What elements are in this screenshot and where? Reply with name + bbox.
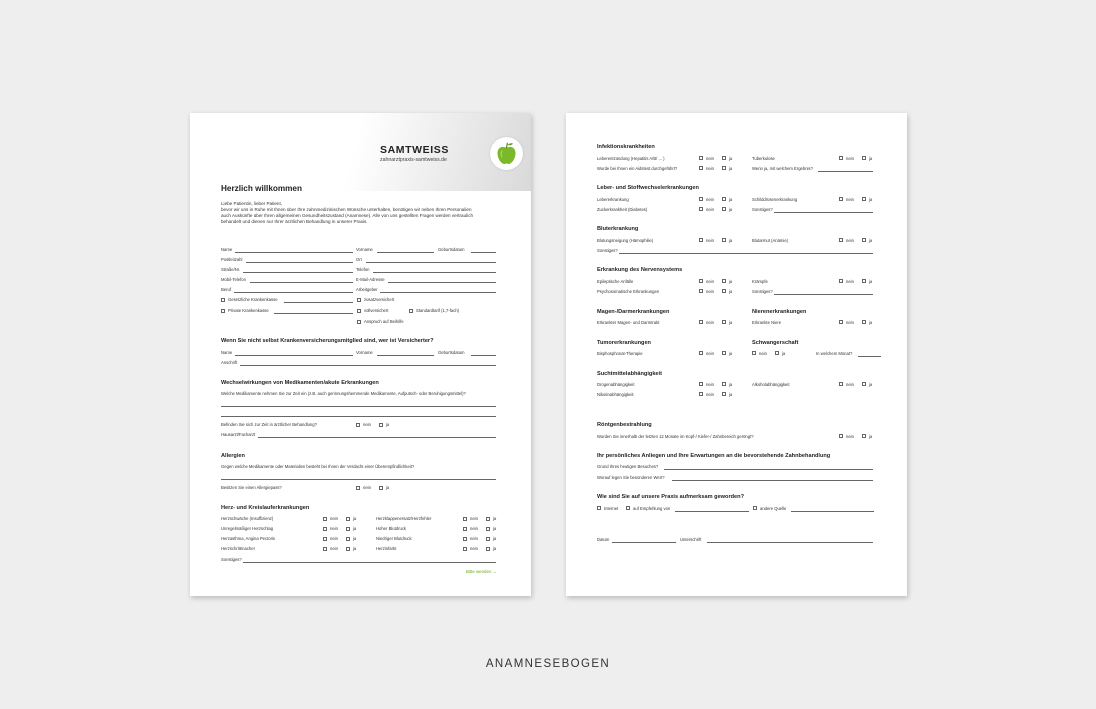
field-value[interactable]	[672, 480, 873, 481]
checkbox-alcohol-nein[interactable]	[839, 382, 843, 386]
checkbox-heart-r2-nein[interactable]	[463, 537, 467, 541]
label-vorname: Vorname	[356, 247, 373, 252]
apple-icon	[490, 137, 523, 170]
label-nein: nein	[846, 434, 854, 439]
label-ja: ja	[869, 238, 873, 243]
section-infection-title: Infektionskrankheiten	[597, 144, 655, 150]
label-doctor: Hausarzt/Facharzt	[221, 432, 256, 437]
label-ort: Ort	[356, 257, 362, 262]
field-signature[interactable]	[707, 542, 873, 543]
checkbox-epilepsy-ja[interactable]	[722, 279, 726, 283]
field-postleitzahl[interactable]	[246, 262, 353, 263]
label-nein: nein	[470, 546, 478, 551]
mockup-caption: ANAMNESEBOGEN	[485, 658, 611, 670]
label-privat: Private Krankenkasse	[228, 308, 269, 313]
label-nein: nein	[759, 351, 767, 356]
label-thyroid: Schilddrüsenerkrankung	[752, 197, 798, 202]
checkbox-tbc-nein[interactable]	[839, 156, 843, 160]
field-mobil[interactable]	[250, 282, 353, 283]
heart-right-2: Niedriger Blutdruck	[376, 536, 412, 541]
checkbox-heart-l1-ja[interactable]	[346, 527, 350, 531]
checkbox-drugs-ja[interactable]	[722, 382, 726, 386]
label-ja: ja	[729, 351, 733, 356]
checkbox-other-source[interactable]	[753, 506, 757, 510]
label-ja: ja	[869, 434, 873, 439]
checkbox-heart-r2-ja[interactable]	[486, 537, 490, 541]
label-signature: Unterschrift	[680, 537, 702, 542]
section-kidney-title: Nierenerkrankungen	[752, 309, 807, 315]
label-kidney: Erkrankte Niere	[752, 320, 782, 325]
section-metabolic-title: Leber- und Stoffwechselerkrankungen	[597, 185, 699, 191]
label-ja: ja	[353, 536, 357, 541]
label-nein: nein	[706, 207, 714, 212]
label-tbc: Tuberkulose	[752, 156, 775, 161]
checkbox-heart-r3-ja[interactable]	[486, 547, 490, 551]
checkbox-recommend[interactable]	[626, 506, 630, 510]
checkbox-anemia-ja[interactable]	[862, 238, 866, 242]
label-ja: ja	[353, 516, 357, 521]
field-doctor[interactable]	[258, 437, 496, 438]
label-anspruch: Anspruch auf Beihilfe	[364, 319, 404, 324]
checkbox-liver-nein[interactable]	[699, 197, 703, 201]
field-metabolic-other[interactable]	[774, 212, 873, 213]
brand-name: SAMTWEISS	[380, 144, 449, 156]
heart-left-2: Herzasthma, Angina Pectoris	[221, 536, 275, 541]
meds-question: Welche Medikamente nehmen Sie zur Zeit ein (z.B. auch gerinnungshemmende Medikamente, Aufputsch- oder Beruhigungsmittel)?	[221, 391, 466, 396]
checkbox-heart-l3-nein[interactable]	[323, 547, 327, 551]
checkbox-tumor-ja[interactable]	[722, 351, 726, 355]
label-nein: nein	[330, 526, 338, 531]
label-nerve-other: Sonstiges?	[752, 289, 773, 294]
checkbox-pregnancy-ja[interactable]	[775, 351, 779, 355]
field-privat[interactable]	[274, 313, 353, 314]
label-heart-other: Sonstiges?	[221, 557, 242, 562]
field-vorname[interactable]	[377, 252, 434, 253]
label-nein: nein	[330, 516, 338, 521]
field-ins-anschrift[interactable]	[240, 365, 496, 366]
label-ja: ja	[729, 166, 733, 171]
checkbox-hep-nein[interactable]	[699, 156, 703, 160]
checkbox-heart-l2-nein[interactable]	[323, 537, 327, 541]
checkbox-kidney-ja[interactable]	[862, 320, 866, 324]
section-nerve-title: Erkrankung des Nervensystems	[597, 267, 683, 273]
checkbox-cramps-nein[interactable]	[839, 279, 843, 283]
label-stomach: Erkrankter Magen- und Darmtrakt	[597, 320, 660, 325]
checkbox-heart-r0-ja[interactable]	[486, 517, 490, 521]
label-nein: nein	[706, 238, 714, 243]
label-diabetes: Zuckerkrankheit (Diabetes)	[597, 207, 648, 212]
label-allergy-pass: Besitzen Sie einen Allergiepass?	[221, 485, 282, 490]
label-ja: ja	[353, 546, 357, 551]
label-nein: nein	[706, 156, 714, 161]
label-reason: Grund Ihres heutigen Besuches?	[597, 464, 659, 469]
checkbox-xray-nein[interactable]	[839, 434, 843, 438]
label-allergy-nein: nein	[363, 485, 371, 490]
label-nein: nein	[846, 320, 854, 325]
label-value: Worauf legen Sie besonderen Wert?	[597, 475, 665, 480]
label-aids: Wurde bei Ihnen ein Aidstest durchgeführt?	[597, 166, 678, 171]
label-bleeding: Blutungsneigung (Hämophilie)	[597, 238, 654, 243]
label-ja: ja	[729, 156, 733, 161]
checkbox-diabetes-nein[interactable]	[699, 207, 703, 211]
field-allergy[interactable]	[221, 479, 496, 480]
checkbox-kidney-nein[interactable]	[839, 320, 843, 324]
checkbox-tbc-ja[interactable]	[862, 156, 866, 160]
label-tumor: Bisphosphonat-Therapie	[597, 351, 643, 356]
checkbox-allergy-ja[interactable]	[379, 486, 383, 490]
label-voll: vollversichert	[364, 308, 389, 313]
label-postleitzahl: Postleitzahl	[221, 257, 243, 262]
page-header-gradient	[190, 113, 531, 191]
checkbox-hep-ja[interactable]	[722, 156, 726, 160]
brand-url: zahnarztpraxis-samtweiss.de	[380, 157, 447, 163]
label-date: Datum	[597, 537, 610, 542]
checkbox-xray-ja[interactable]	[862, 434, 866, 438]
checkbox-thyroid-nein[interactable]	[839, 197, 843, 201]
checkbox-gesetzlich[interactable]	[221, 298, 225, 302]
label-ins-vorname: Vorname	[356, 350, 373, 355]
label-ja: ja	[729, 392, 733, 397]
label-ja: ja	[729, 238, 733, 243]
label-pregnancy-month: In welchem Monat?	[816, 351, 853, 356]
field-meds-2[interactable]	[221, 416, 496, 417]
checkbox-privat[interactable]	[221, 309, 225, 313]
label-nein: nein	[846, 382, 854, 387]
label-ja: ja	[729, 197, 733, 202]
continue-note: Bitte wenden →	[466, 569, 497, 574]
page-heading: Herzlich willkommen	[221, 184, 302, 193]
field-result[interactable]	[818, 171, 873, 172]
checkbox-diabetes-ja[interactable]	[722, 207, 726, 211]
checkbox-tumor-nein[interactable]	[699, 351, 703, 355]
field-arbeitgeber[interactable]	[380, 292, 496, 293]
label-ja: ja	[729, 279, 733, 284]
field-gesetzlich[interactable]	[284, 302, 353, 303]
label-strasse: Straße/Nr.	[221, 267, 241, 272]
checkbox-internet[interactable]	[597, 506, 601, 510]
label-ja: ja	[869, 320, 873, 325]
checkbox-treatment-nein[interactable]	[356, 423, 360, 427]
label-nein: nein	[846, 279, 854, 284]
intro-text: Liebe Patientin, lieber Patient, bevor wir uns in Ruhe mit Ihnen über Ihre zahnmedizinischen Wünsche unterhalten, benötigen wir neben Ihren Personalien auch Auskünfte über Ihren allgemeinen Gesundheitszustand (Anamnese). Alle von uns gestellten Fragen werden vertraulich behandelt und dienen nur Ihrer ärztlichen Behandlung in unserer Praxis.	[221, 201, 474, 225]
label-email: E-Mail-Adresse	[356, 277, 385, 282]
label-nein: nein	[846, 238, 854, 243]
field-nerve-other[interactable]	[774, 294, 873, 295]
label-nein: nein	[706, 320, 714, 325]
label-ins-name: Name	[221, 350, 233, 355]
label-ja: ja	[353, 526, 357, 531]
label-nein: nein	[706, 351, 714, 356]
field-strasse[interactable]	[243, 272, 353, 273]
label-ins-geburtsdatum: Geburtsdatum	[438, 350, 465, 355]
checkbox-psycho-nein[interactable]	[699, 289, 703, 293]
label-blood-other: Sonstiges?	[597, 248, 618, 253]
label-treatment-ja: ja	[386, 422, 390, 427]
section-tumor-title: Tumorerkrankungen	[597, 340, 651, 346]
section-insured-title: Wenn Sie nicht selbst Krankenversicherungsmitglied sind, wer ist Versicherter?	[221, 338, 434, 344]
label-geburtsdatum: Geburtsdatum	[438, 247, 465, 252]
checkbox-treatment-ja[interactable]	[379, 423, 383, 427]
heart-right-0: Herzklappenersatz/Herzfehler	[376, 516, 432, 521]
field-date[interactable]	[612, 542, 676, 543]
label-nein: nein	[706, 166, 714, 171]
field-heart-other[interactable]	[243, 562, 496, 563]
label-ja: ja	[869, 197, 873, 202]
checkbox-bleeding-nein[interactable]	[699, 238, 703, 242]
field-name[interactable]	[235, 252, 353, 253]
checkbox-voll[interactable]	[357, 309, 361, 313]
checkbox-heart-l0-ja[interactable]	[346, 517, 350, 521]
checkbox-bleeding-ja[interactable]	[722, 238, 726, 242]
label-allergy-ja: ja	[386, 485, 390, 490]
label-ja: ja	[493, 546, 497, 551]
field-ins-vorname[interactable]	[377, 355, 434, 356]
section-xray-title: Röntgenbestrahlung	[597, 422, 652, 428]
label-epilepsy: Epileptische Anfälle	[597, 279, 634, 284]
checkbox-cramps-ja[interactable]	[862, 279, 866, 283]
label-nein: nein	[706, 197, 714, 202]
field-ins-geburtsdatum[interactable]	[471, 355, 496, 356]
label-nein: nein	[846, 197, 854, 202]
label-ja: ja	[493, 536, 497, 541]
heart-left-1: Unregelmäßiger Herzschlag	[221, 526, 274, 531]
section-pregnancy-title: Schwangerschaft	[752, 340, 799, 346]
checkbox-pregnancy-nein[interactable]	[752, 351, 756, 355]
section-source-title: Wie sind Sie auf unsere Praxis aufmerksam geworden?	[597, 494, 744, 500]
checkbox-aids-ja[interactable]	[722, 166, 726, 170]
section-stomach-title: Magen-/Darmerkrankungen	[597, 309, 670, 315]
label-hepatitis: Leberentzündung (Hepatitis A/B/ ... )	[597, 156, 665, 161]
label-mobil: Mobil-Telefon	[221, 277, 246, 282]
label-ja: ja	[869, 279, 873, 284]
section-blood-title: Bluterkrankung	[597, 226, 639, 232]
label-other-source: andere Quelle	[760, 506, 787, 511]
form-page-2	[566, 113, 907, 596]
label-anemia: Blutarmut (Anämie)	[752, 238, 789, 243]
field-email[interactable]	[388, 282, 496, 283]
label-ja: ja	[869, 382, 873, 387]
field-ort[interactable]	[366, 262, 496, 263]
label-ja: ja	[729, 207, 733, 212]
checkbox-zusatz[interactable]	[357, 298, 361, 302]
label-zusatz: zusatzversichert	[364, 297, 395, 302]
checkbox-heart-r0-nein[interactable]	[463, 517, 467, 521]
section-meds-title: Wechselwirkungen von Medikamenten/akute Erkrankungen	[221, 380, 379, 386]
label-nein: nein	[330, 546, 338, 551]
checkbox-heart-l3-ja[interactable]	[346, 547, 350, 551]
checkbox-drugs-nein[interactable]	[699, 382, 703, 386]
checkbox-liver-ja[interactable]	[722, 197, 726, 201]
label-ja: ja	[782, 351, 786, 356]
checkbox-nicotine-ja[interactable]	[722, 392, 726, 396]
label-arbeitgeber: Arbeitgeber	[356, 287, 378, 292]
field-ins-name[interactable]	[235, 355, 353, 356]
label-ja: ja	[869, 156, 873, 161]
label-treatment: Befinden Sie sich zur Zeit in ärztlicher Behandlung?	[221, 422, 317, 427]
label-standard: Standardtarif (1,7-fach)	[416, 308, 460, 313]
label-ja: ja	[493, 516, 497, 521]
label-liver: Lebererkrankung	[597, 197, 629, 202]
form-page-1	[190, 113, 531, 596]
field-meds-1[interactable]	[221, 406, 496, 407]
section-allergy-title: Allergien	[221, 453, 245, 459]
label-psycho: Psychosomatische Erkrankungen	[597, 289, 660, 294]
checkbox-heart-r3-nein[interactable]	[463, 547, 467, 551]
checkbox-nicotine-nein[interactable]	[699, 392, 703, 396]
field-beruf[interactable]	[234, 292, 353, 293]
heart-right-3: Herzinfarkt	[376, 546, 397, 551]
heart-left-3: Herzschrittmacher	[221, 546, 255, 551]
checkbox-heart-r1-ja[interactable]	[486, 527, 490, 531]
checkbox-epilepsy-nein[interactable]	[699, 279, 703, 283]
heart-right-1: Hoher Blutdruck	[376, 526, 407, 531]
label-nein: nein	[706, 279, 714, 284]
section-heart-title: Herz- und Kreislauferkrankungen	[221, 505, 310, 511]
label-nein: nein	[470, 526, 478, 531]
label-nein: nein	[706, 382, 714, 387]
label-nein: nein	[846, 156, 854, 161]
checkbox-aids-nein[interactable]	[699, 166, 703, 170]
section-addiction-title: Suchtmittelabhängigkeit	[597, 371, 662, 377]
label-name: Name	[221, 247, 233, 252]
label-nein: nein	[706, 392, 714, 397]
field-recommend[interactable]	[675, 511, 749, 512]
section-wishes-title: Ihr persönliches Anliegen und Ihre Erwartungen an die bevorstehende Zahnbehandlung	[597, 453, 831, 459]
checkbox-heart-l0-nein[interactable]	[323, 517, 327, 521]
label-alcohol: Alkoholabhängigkeit	[752, 382, 790, 387]
checkbox-stomach-nein[interactable]	[699, 320, 703, 324]
checkbox-stomach-ja[interactable]	[722, 320, 726, 324]
label-telefon: Telefon	[356, 267, 370, 272]
label-ins-anschrift: Anschrift	[221, 360, 238, 365]
allergy-question: Gegen welche Medikamente oder Materialien besteht bei Ihnen der Verdacht einer Überempfindlichkeit?	[221, 464, 415, 469]
label-ja: ja	[729, 320, 733, 325]
field-telefon[interactable]	[373, 272, 496, 273]
label-nein: nein	[470, 516, 478, 521]
checkbox-heart-r1-nein[interactable]	[463, 527, 467, 531]
label-recommend: auf Empfehlung von	[633, 506, 671, 511]
label-nein: nein	[470, 536, 478, 541]
checkbox-heart-l1-nein[interactable]	[323, 527, 327, 531]
field-reason[interactable]	[664, 469, 873, 470]
checkbox-alcohol-ja[interactable]	[862, 382, 866, 386]
label-drugs: Drogenabhängigkeit	[597, 382, 635, 387]
label-xray: Wurden Sie innerhalb der letzten 12 Monate im Kopf-/ Kiefer-/ Zahnbereich geröngt?	[597, 434, 754, 439]
checkbox-anemia-nein[interactable]	[839, 238, 843, 242]
label-cramps: Krämpfe	[752, 279, 768, 284]
heart-left-0: Herzschwäche (Insuffizienz)	[221, 516, 274, 521]
label-nein: nein	[330, 536, 338, 541]
checkbox-heart-l2-ja[interactable]	[346, 537, 350, 541]
field-pregnancy-month[interactable]	[858, 356, 881, 357]
label-nein: nein	[706, 289, 714, 294]
field-other-source[interactable]	[791, 511, 874, 512]
label-ja: ja	[729, 382, 733, 387]
checkbox-thyroid-ja[interactable]	[862, 197, 866, 201]
label-nicotine: Nikotinabhängigkeit	[597, 392, 634, 397]
label-gesetzlich: Gesetzliche Krankenkasse	[228, 297, 278, 302]
field-blood-other[interactable]	[619, 253, 873, 254]
checkbox-psycho-ja[interactable]	[722, 289, 726, 293]
label-result: Wenn ja, mit welchem Ergebnis?	[752, 166, 813, 171]
label-treatment-nein: nein	[363, 422, 371, 427]
label-internet: Internet	[604, 506, 619, 511]
label-beruf: Beruf	[221, 287, 232, 292]
checkbox-standard[interactable]	[409, 309, 413, 313]
label-ja: ja	[729, 289, 733, 294]
field-geburtsdatum[interactable]	[471, 252, 496, 253]
checkbox-anspruch[interactable]	[357, 320, 361, 324]
checkbox-allergy-nein[interactable]	[356, 486, 360, 490]
label-metabolic-other: Sonstiges?	[752, 207, 773, 212]
label-ja: ja	[493, 526, 497, 531]
